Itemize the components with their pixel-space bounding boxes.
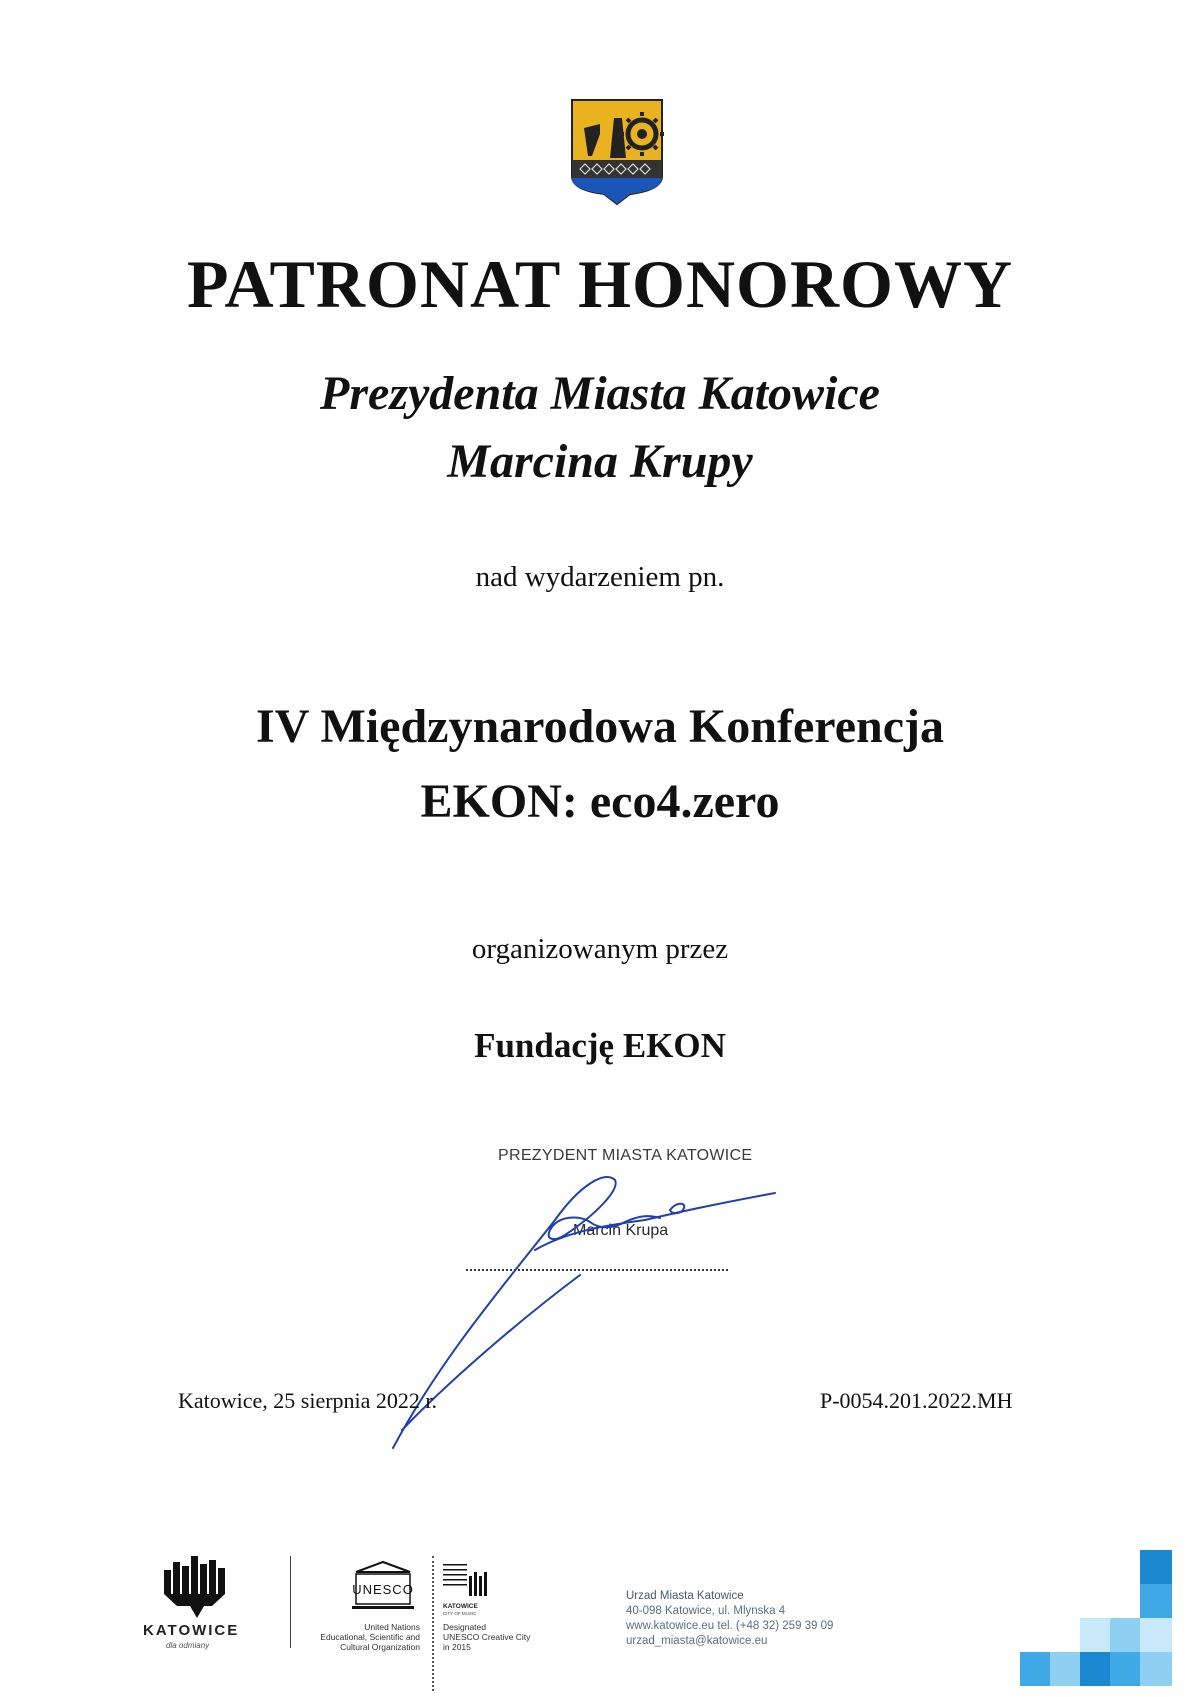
unesco-caption-line: Educational, Scientific and <box>320 1632 420 1643</box>
unesco-caption-line: Cultural Organization <box>340 1642 420 1653</box>
city-of-music-logo-icon <box>443 1562 489 1598</box>
certificate-title: PATRONAT HONOROWY <box>186 246 1014 322</box>
unesco-caption <box>296 1622 420 1653</box>
katowice-logo-slogan: dla odmiany <box>166 1641 210 1650</box>
creative-city-line: UNESCO Creative City <box>443 1632 531 1643</box>
reference-number: P-0054.201.2022.MH <box>820 1388 1013 1413</box>
patron-title: Prezydenta Miasta Katowice <box>320 367 880 420</box>
signature-stamp-title: PREZYDENT MIASTA KATOWICE <box>498 1147 753 1164</box>
contact-email: urzad_miasta@katowice.eu <box>626 1634 768 1647</box>
event-name-line-2: EKON: eco4.zero <box>420 775 780 828</box>
katowice-city-logo-icon <box>162 1556 232 1618</box>
event-name-line-1: IV Międzynarodowa Konferencja <box>256 700 944 753</box>
creative-city-line: in 2015 <box>443 1642 471 1653</box>
event-intro-text: nad wydarzeniem pn. <box>475 561 725 593</box>
decorative-blue-squares <box>1020 1550 1172 1686</box>
city-of-music-sublabel: CITY OF MUSIC <box>443 1611 477 1616</box>
katowice-logo-word: KATOWICE <box>143 1622 240 1639</box>
organizer-intro-text: organizowanym przez <box>471 933 729 965</box>
contact-address: 40-098 Katowice, ul. Mlynska 4 <box>626 1604 786 1617</box>
footer-divider <box>290 1556 291 1648</box>
patron-name: Marcina Krupy <box>447 435 753 488</box>
contact-block <box>626 1589 833 1649</box>
unesco-logo-text: UNESCO <box>352 1582 414 1597</box>
unesco-caption-line: United Nations <box>364 1622 420 1632</box>
creative-city-line: Designated <box>443 1622 487 1632</box>
unesco-temple-logo-icon <box>348 1560 418 1612</box>
contact-organization: Urzad Miasta Katowice <box>626 1590 744 1602</box>
city-of-music-label: KATOWICE <box>443 1603 478 1610</box>
handwritten-signature <box>380 1160 800 1450</box>
unesco-dotted-divider <box>432 1556 434 1691</box>
contact-website-phone: www.katowice.eu tel. (+48 32) 259 39 09 <box>626 1619 834 1632</box>
creative-city-caption <box>443 1622 553 1653</box>
place-and-date: Katowice, 25 sierpnia 2022 r. <box>178 1388 438 1413</box>
signature-stamp-name: Marcin Krupa <box>573 1222 669 1239</box>
organizer-name: Fundację EKON <box>474 1026 726 1065</box>
katowice-coat-of-arms-icon <box>570 98 664 206</box>
